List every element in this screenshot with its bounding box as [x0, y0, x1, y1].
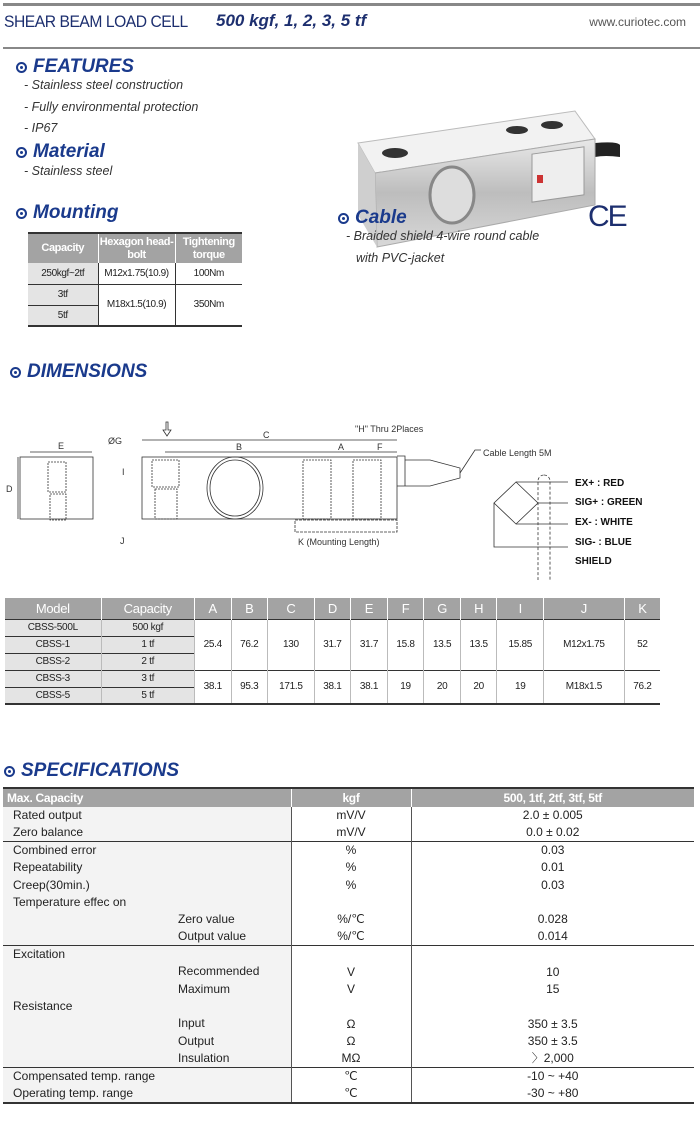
spec-label: Temperature effec on	[13, 895, 127, 910]
cell: 171.5	[268, 670, 315, 704]
cell: 500 kgf	[101, 619, 194, 636]
spec-unit: Ω	[291, 1015, 411, 1032]
cell: 19	[497, 670, 544, 704]
spec-label-cell	[3, 928, 291, 946]
spec-value: 0.0 ± 0.02	[411, 824, 694, 842]
spec-label: Operating temp. range	[13, 1085, 134, 1100]
cell: CBSS-3	[5, 670, 101, 687]
cell: CBSS-500L	[5, 619, 101, 636]
spec-row	[3, 1033, 694, 1050]
spec-value: -30 ~ +80	[411, 1085, 694, 1103]
col-header: E	[351, 598, 388, 619]
spec-label-cell	[3, 1033, 291, 1050]
cell: 250kgf~2tf	[28, 263, 98, 284]
dimensions-table	[5, 598, 660, 705]
spec-row	[3, 842, 694, 860]
spec-sublabel: Input	[178, 1016, 205, 1031]
cable-item: with PVC-jacket	[356, 251, 445, 265]
spec-unit: ℃	[291, 1067, 411, 1085]
cell: CBSS-5	[5, 687, 101, 704]
spec-unit: mV/V	[291, 824, 411, 842]
spec-label-cell	[3, 807, 291, 824]
cell: 15.85	[497, 619, 544, 670]
spec-label: Compensated temp. range	[13, 1068, 156, 1083]
col-header: G	[424, 598, 461, 619]
cell: 100Nm	[175, 263, 242, 284]
spec-label-cell	[3, 1050, 291, 1068]
col-header: Model	[5, 598, 101, 619]
spec-value: 0.014	[411, 928, 694, 946]
spec-row	[3, 1015, 694, 1032]
label-h: "H" Thru 2Places	[355, 424, 424, 434]
cell: 350Nm	[175, 284, 242, 326]
col-header: A	[194, 598, 231, 619]
label-b: B	[236, 442, 243, 452]
spec-sublabel: Zero value	[178, 912, 235, 927]
heading-text: DIMENSIONS	[27, 361, 148, 382]
mounting-table	[28, 232, 242, 327]
cell: 95.3	[231, 670, 268, 704]
spec-unit: %/℃	[291, 928, 411, 946]
spec-value: 10	[411, 963, 694, 980]
spec-row	[3, 1067, 694, 1085]
spec-label: Resistance	[13, 999, 73, 1014]
cell: 76.2	[624, 670, 660, 704]
spec-label-cell	[3, 946, 291, 964]
cell: 20	[424, 670, 461, 704]
col-header: D	[314, 598, 351, 619]
spec-row	[3, 946, 694, 964]
spec-unit: ℃	[291, 1085, 411, 1103]
cell: 38.1	[351, 670, 388, 704]
cell: 1 tf	[101, 636, 194, 653]
col-header: Tightening torque	[175, 233, 242, 263]
material-heading	[16, 141, 105, 163]
website-url: www.curiotec.com	[589, 15, 686, 29]
spec-unit	[291, 946, 411, 964]
bullet-icon	[16, 62, 27, 73]
spec-sublabel: Output	[178, 1033, 215, 1048]
col-header: F	[387, 598, 424, 619]
spec-value: 350 ± 3.5	[411, 1033, 694, 1050]
spec-unit: Ω	[291, 1033, 411, 1050]
heading-text: SPECIFICATIONS	[21, 760, 179, 781]
col-header: Max. Capacity	[3, 788, 291, 807]
label-g: ØG	[108, 436, 123, 446]
spec-row	[3, 1050, 694, 1068]
material-item: - Stainless steel	[24, 164, 113, 178]
heading-text: Cable	[355, 207, 407, 228]
spec-value: -10 ~ +40	[411, 1067, 694, 1085]
spec-label-cell	[3, 981, 291, 998]
spec-label-cell	[3, 1067, 291, 1085]
col-header: I	[497, 598, 544, 619]
wire-sig-plus: SIG+ : GREEN	[575, 497, 643, 508]
cell: 15.8	[387, 619, 424, 670]
spec-label-cell	[3, 877, 291, 894]
spec-value: 15	[411, 981, 694, 998]
cell: CBSS-1	[5, 636, 101, 653]
spec-row	[3, 911, 694, 928]
spec-label: Rated output	[13, 808, 82, 823]
bullet-icon	[10, 367, 21, 378]
col-header: K	[624, 598, 660, 619]
spec-unit: V	[291, 981, 411, 998]
cell: 31.7	[314, 619, 351, 670]
col-header: H	[460, 598, 497, 619]
spec-row	[3, 894, 694, 911]
cell: 38.1	[194, 670, 231, 704]
spec-unit: %/℃	[291, 911, 411, 928]
spec-label-cell	[3, 894, 291, 911]
spec-label-cell	[3, 963, 291, 980]
wire-sig-minus: SIG- : BLUE	[575, 537, 632, 548]
col-header: 500, 1tf, 2tf, 3tf, 5tf	[411, 788, 694, 807]
cell: 31.7	[351, 619, 388, 670]
cell: 3tf	[28, 284, 98, 305]
spec-row	[3, 1085, 694, 1103]
cell: 130	[268, 619, 315, 670]
spec-label-cell	[3, 1015, 291, 1032]
cable-heading	[338, 207, 407, 229]
cell: 38.1	[314, 670, 351, 704]
top-rule	[3, 3, 700, 6]
heading-text: Mounting	[33, 202, 119, 223]
heading-text: FEATURES	[33, 56, 134, 77]
table-row	[5, 670, 660, 687]
spec-row	[3, 928, 694, 946]
table-row	[5, 619, 660, 636]
spec-label: Excitation	[13, 947, 66, 962]
label-i: I	[122, 467, 125, 477]
specifications-heading	[4, 760, 179, 782]
spec-value: 0.01	[411, 859, 694, 876]
spec-unit	[291, 998, 411, 1015]
spec-sublabel: Maximum	[178, 981, 231, 996]
cell: 13.5	[460, 619, 497, 670]
spec-label-cell	[3, 911, 291, 928]
label-e: E	[58, 441, 65, 451]
spec-row	[3, 963, 694, 980]
cell: M12x1.75(10.9)	[98, 263, 175, 284]
spec-label: Repeatability	[13, 860, 83, 875]
spec-unit: %	[291, 859, 411, 876]
spec-value: 0.028	[411, 911, 694, 928]
label-j: J	[120, 536, 125, 546]
page-title: SHEAR BEAM LOAD CELL	[4, 12, 188, 31]
dimensions-heading	[10, 361, 147, 383]
cell: M18x1.5(10.9)	[98, 284, 175, 326]
spec-value: 350 ± 3.5	[411, 1015, 694, 1032]
col-header: Hexagon head-bolt	[98, 233, 175, 263]
ce-mark-logo: CE	[588, 200, 626, 233]
feature-item: - Stainless steel construction	[24, 78, 184, 92]
spec-sublabel: Recommended	[178, 964, 260, 979]
spec-label-cell	[3, 824, 291, 842]
cell: 52	[624, 619, 660, 670]
spec-value	[411, 894, 694, 911]
spec-label: Creep(30min.)	[13, 877, 90, 892]
cell: 25.4	[194, 619, 231, 670]
spec-row	[3, 998, 694, 1015]
cell: 3 tf	[101, 670, 194, 687]
bullet-icon	[338, 213, 349, 224]
label-k: K (Mounting Length)	[298, 537, 380, 547]
cell: 2 tf	[101, 653, 194, 670]
col-header: J	[544, 598, 625, 619]
spec-label: Zero balance	[13, 825, 84, 840]
col-header: Capacity	[28, 233, 98, 263]
wire-shield: SHIELD	[575, 556, 612, 567]
label-d: D	[6, 484, 13, 494]
col-header: Capacity	[101, 598, 194, 619]
bullet-icon	[16, 208, 27, 219]
col-header: kgf	[291, 788, 411, 807]
cell: M12x1.75	[544, 619, 625, 670]
spec-sublabel: Insulation	[178, 1050, 230, 1065]
label-cable-length: Cable Length 5M	[483, 448, 552, 458]
cell: 20	[460, 670, 497, 704]
spec-value: 〉2,000	[411, 1050, 694, 1068]
features-heading	[16, 56, 134, 78]
spec-row	[3, 824, 694, 842]
spec-unit: %	[291, 877, 411, 894]
table-row	[28, 263, 242, 284]
cell: 19	[387, 670, 424, 704]
spec-label-cell	[3, 842, 291, 860]
spec-value: 0.03	[411, 842, 694, 860]
mounting-heading	[16, 202, 118, 224]
label-c: C	[263, 430, 270, 440]
spec-value	[411, 998, 694, 1015]
spec-value: 0.03	[411, 877, 694, 894]
spec-unit	[291, 894, 411, 911]
spec-row	[3, 981, 694, 998]
cell: M18x1.5	[544, 670, 625, 704]
spec-label-cell	[3, 998, 291, 1015]
cell: 13.5	[424, 619, 461, 670]
col-header: B	[231, 598, 268, 619]
spec-unit: V	[291, 963, 411, 980]
page-subtitle: 500 kgf, 1, 2, 3, 5 tf	[216, 11, 367, 30]
spec-unit: MΩ	[291, 1050, 411, 1068]
feature-item: - Fully environmental protection	[24, 100, 199, 114]
col-header: C	[268, 598, 315, 619]
spec-unit: mV/V	[291, 807, 411, 824]
spec-row	[3, 877, 694, 894]
spec-label-cell	[3, 859, 291, 876]
spec-value: 2.0 ± 0.005	[411, 807, 694, 824]
bullet-icon	[4, 766, 15, 777]
header-rule	[3, 47, 700, 49]
cell: 5tf	[28, 305, 98, 326]
cell: CBSS-2	[5, 653, 101, 670]
wire-ex-minus: EX- : WHITE	[575, 517, 633, 528]
feature-item: - IP67	[24, 121, 58, 135]
spec-sublabel: Output value	[178, 929, 247, 944]
spec-unit: %	[291, 842, 411, 860]
label-f: F	[377, 442, 383, 452]
spec-row	[3, 859, 694, 876]
cell: 5 tf	[101, 687, 194, 704]
spec-row	[3, 807, 694, 824]
spec-label-cell	[3, 1085, 291, 1103]
spec-value	[411, 946, 694, 964]
heading-text: Material	[33, 141, 105, 162]
bullet-icon	[16, 147, 27, 158]
wire-ex-plus: EX+ : RED	[575, 478, 625, 489]
cable-item: - Braided shield 4-wire round cable	[346, 229, 540, 243]
dimension-drawing	[0, 410, 700, 580]
specifications-table	[3, 787, 694, 1104]
cell: 76.2	[231, 619, 268, 670]
table-row	[28, 284, 242, 305]
label-a: A	[338, 442, 345, 452]
spec-label: Combined error	[13, 843, 97, 858]
